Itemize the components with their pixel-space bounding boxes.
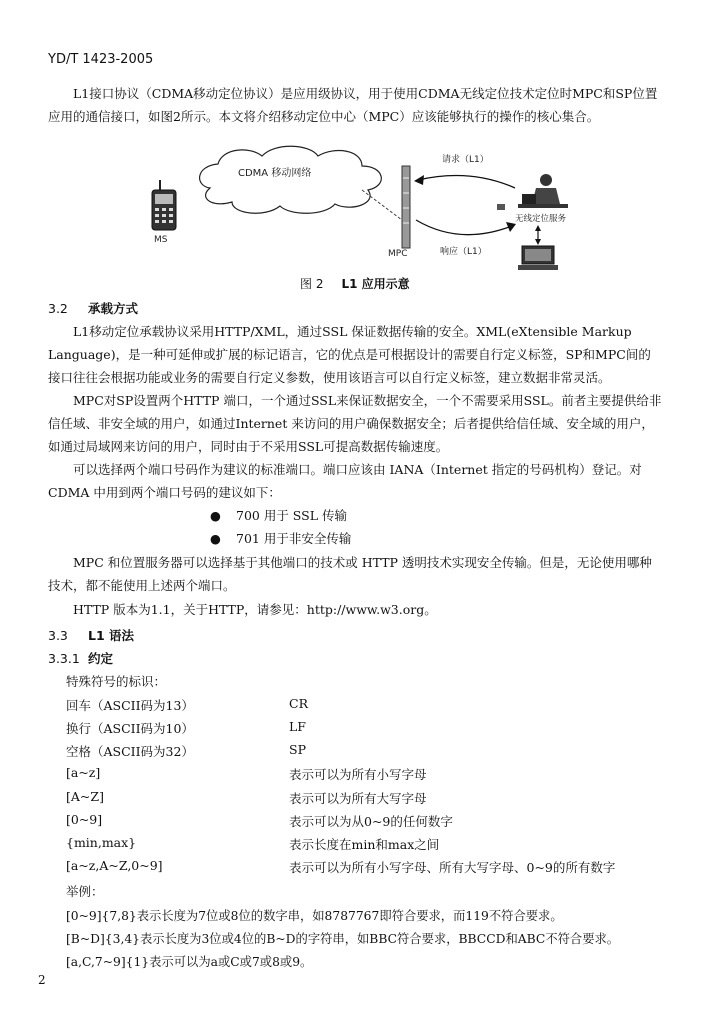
mobile-phone-icon xyxy=(152,180,176,230)
computer-terminal-icon xyxy=(518,246,558,270)
paragraph-http-version: HTTP 版本为1.1，关于HTTP，请参见：http://www.w3.org。 xyxy=(73,602,437,617)
table-row xyxy=(66,765,666,785)
example-line: [B~D]{3,4}表示长度为3位或4位的B~D的字符串，如BBC符合要求，BBCCD和ABC不符合要求。 xyxy=(66,932,620,946)
section-title: 承载方式 xyxy=(88,301,139,316)
paragraph-ports: MPC对SP设置两个HTTP 端口，一个通过SSL来保证数据安全，一个不需要采用SSL。前者主要提供给非信任域、非安全域的用户，如通过Internet 来访问的用户确保数据安全；后者提供给信任域、安全域的用户，如通过局域网来访问的用户，同时由于不采用SSL可提高数据传输速度。 xyxy=(48,393,662,454)
network-link xyxy=(362,190,402,220)
paragraph-transport: MPC 和位置服务器可以选择基于其他端口的技术或 HTTP 透明技术实现安全传输。但是，无论使用哪种技术，都不能使用上述两个端口。 xyxy=(48,555,652,593)
service-label: 无线定位服务 xyxy=(515,214,567,224)
bullet-text: 701 用于非安全传输 xyxy=(236,531,352,546)
table-row xyxy=(66,696,666,716)
ms-label: MS xyxy=(154,235,168,245)
table-row xyxy=(66,742,666,762)
section-title: 约定 xyxy=(88,651,114,666)
bullet-text: 700 用于 SSL 传输 xyxy=(236,508,347,523)
meaning-cell: SP xyxy=(289,742,306,757)
table-row xyxy=(66,858,666,878)
example-line: [a,C,7~9]{1}表示可以为a或C或7或8或9。 xyxy=(66,955,313,969)
meaning-cell: 表示长度在min和max之间 xyxy=(289,837,440,852)
section-number: 3.2 xyxy=(48,301,68,316)
connector-mark xyxy=(497,204,505,210)
meaning-cell: 表示可以为从0~9的任何数字 xyxy=(289,814,453,829)
meaning-cell: 表示可以为所有小写字母 xyxy=(289,767,427,782)
list-item xyxy=(210,506,347,524)
mpc-server-icon xyxy=(402,166,410,248)
response-label: 响应（L1） xyxy=(440,247,487,257)
request-label: 请求（L1） xyxy=(442,155,489,165)
response-arrow xyxy=(416,220,512,235)
symbol-cell: {min,max} xyxy=(66,835,137,850)
meaning-cell: 表示可以为所有大写字母 xyxy=(289,791,427,806)
terminal-arrow-down xyxy=(535,239,541,245)
service-user-icon xyxy=(518,174,568,208)
paragraph-bearer: L1移动定位承载协议采用HTTP/XML，通过SSL 保证数据传输的安全。XML(eXtensible Markup Language)，是一种可延伸或扩展的标记语言，它的优点是可根据设计的需要自行定义标签，SP和MPC间的接口往往会根据功能或业务的需要自行定义参数，使用该语言可以自行定义标签，建立数据非常灵活。 xyxy=(48,324,651,385)
table-row xyxy=(66,789,666,809)
symbol-cell: [a~z,A~Z,0~9] xyxy=(66,858,163,873)
symbol-cell: [0~9] xyxy=(66,812,103,827)
intro-paragraph: L1接口协议（CDMA移动定位协议）是应用级协议，用于使用CDMA无线定位技术定位时MPC和SP位置应用的通信接口，如图2所示。本文将介绍移动定位中心（MPC）应该能够执行的操作的核心集合。 xyxy=(48,86,658,124)
symbol-cell: 空格（ASCII码为32） xyxy=(66,744,194,759)
figure-title: L1 应用示意 xyxy=(341,277,410,291)
section-heading-3-3 xyxy=(48,626,134,644)
table-row xyxy=(66,812,666,832)
section-title: L1 语法 xyxy=(88,628,135,643)
symbol-cell: [A~Z] xyxy=(66,789,104,804)
bullet-icon: ● xyxy=(210,508,221,523)
figure-caption xyxy=(300,275,410,292)
section-number: 3.3 xyxy=(48,628,68,643)
bullet-icon: ● xyxy=(210,531,221,546)
mpc-label: MPC xyxy=(388,249,408,259)
paragraph-port-numbers: 可以选择两个端口号码作为建议的标准端口。端口应该由 IANA（Internet 指定的号码机构）登记。对 CDMA 中用到两个端口号码的建议如下： xyxy=(48,462,642,500)
example-line: [0~9]{7,8}表示长度为7位或8位的数字串，如8787767即符合要求，而119不符合要求。 xyxy=(66,909,563,923)
meaning-cell: CR xyxy=(289,696,308,711)
table-row xyxy=(66,835,666,855)
page-number: 2 xyxy=(38,973,46,987)
meaning-cell: LF xyxy=(289,719,306,734)
request-arrow xyxy=(418,176,515,189)
list-item xyxy=(210,529,351,547)
meaning-cell: 表示可以为所有小写字母、所有大写字母、0~9的所有数字 xyxy=(289,860,616,875)
cdma-network-cloud xyxy=(200,146,382,213)
section-heading-3-2 xyxy=(48,299,138,317)
request-arrowhead xyxy=(414,175,424,185)
section-number: 3.3.1 xyxy=(48,651,80,666)
examples-label: 举例： xyxy=(66,884,104,899)
figure-number: 图 2 xyxy=(300,277,324,291)
table-row xyxy=(66,719,666,739)
figure-l1-diagram xyxy=(140,138,610,273)
symbol-cell: 回车（ASCII码为13） xyxy=(66,698,194,713)
document-code: YD/T 1423-2005 xyxy=(48,52,154,67)
symbol-cell: 换行（ASCII码为10） xyxy=(66,721,194,736)
terminal-arrow-up xyxy=(535,225,541,231)
section-heading-3-3-1 xyxy=(48,649,113,667)
cloud-label: CDMA 移动网络 xyxy=(238,168,312,179)
symbol-cell: [a~z] xyxy=(66,765,101,780)
symbols-intro: 特殊符号的标识： xyxy=(66,674,167,689)
